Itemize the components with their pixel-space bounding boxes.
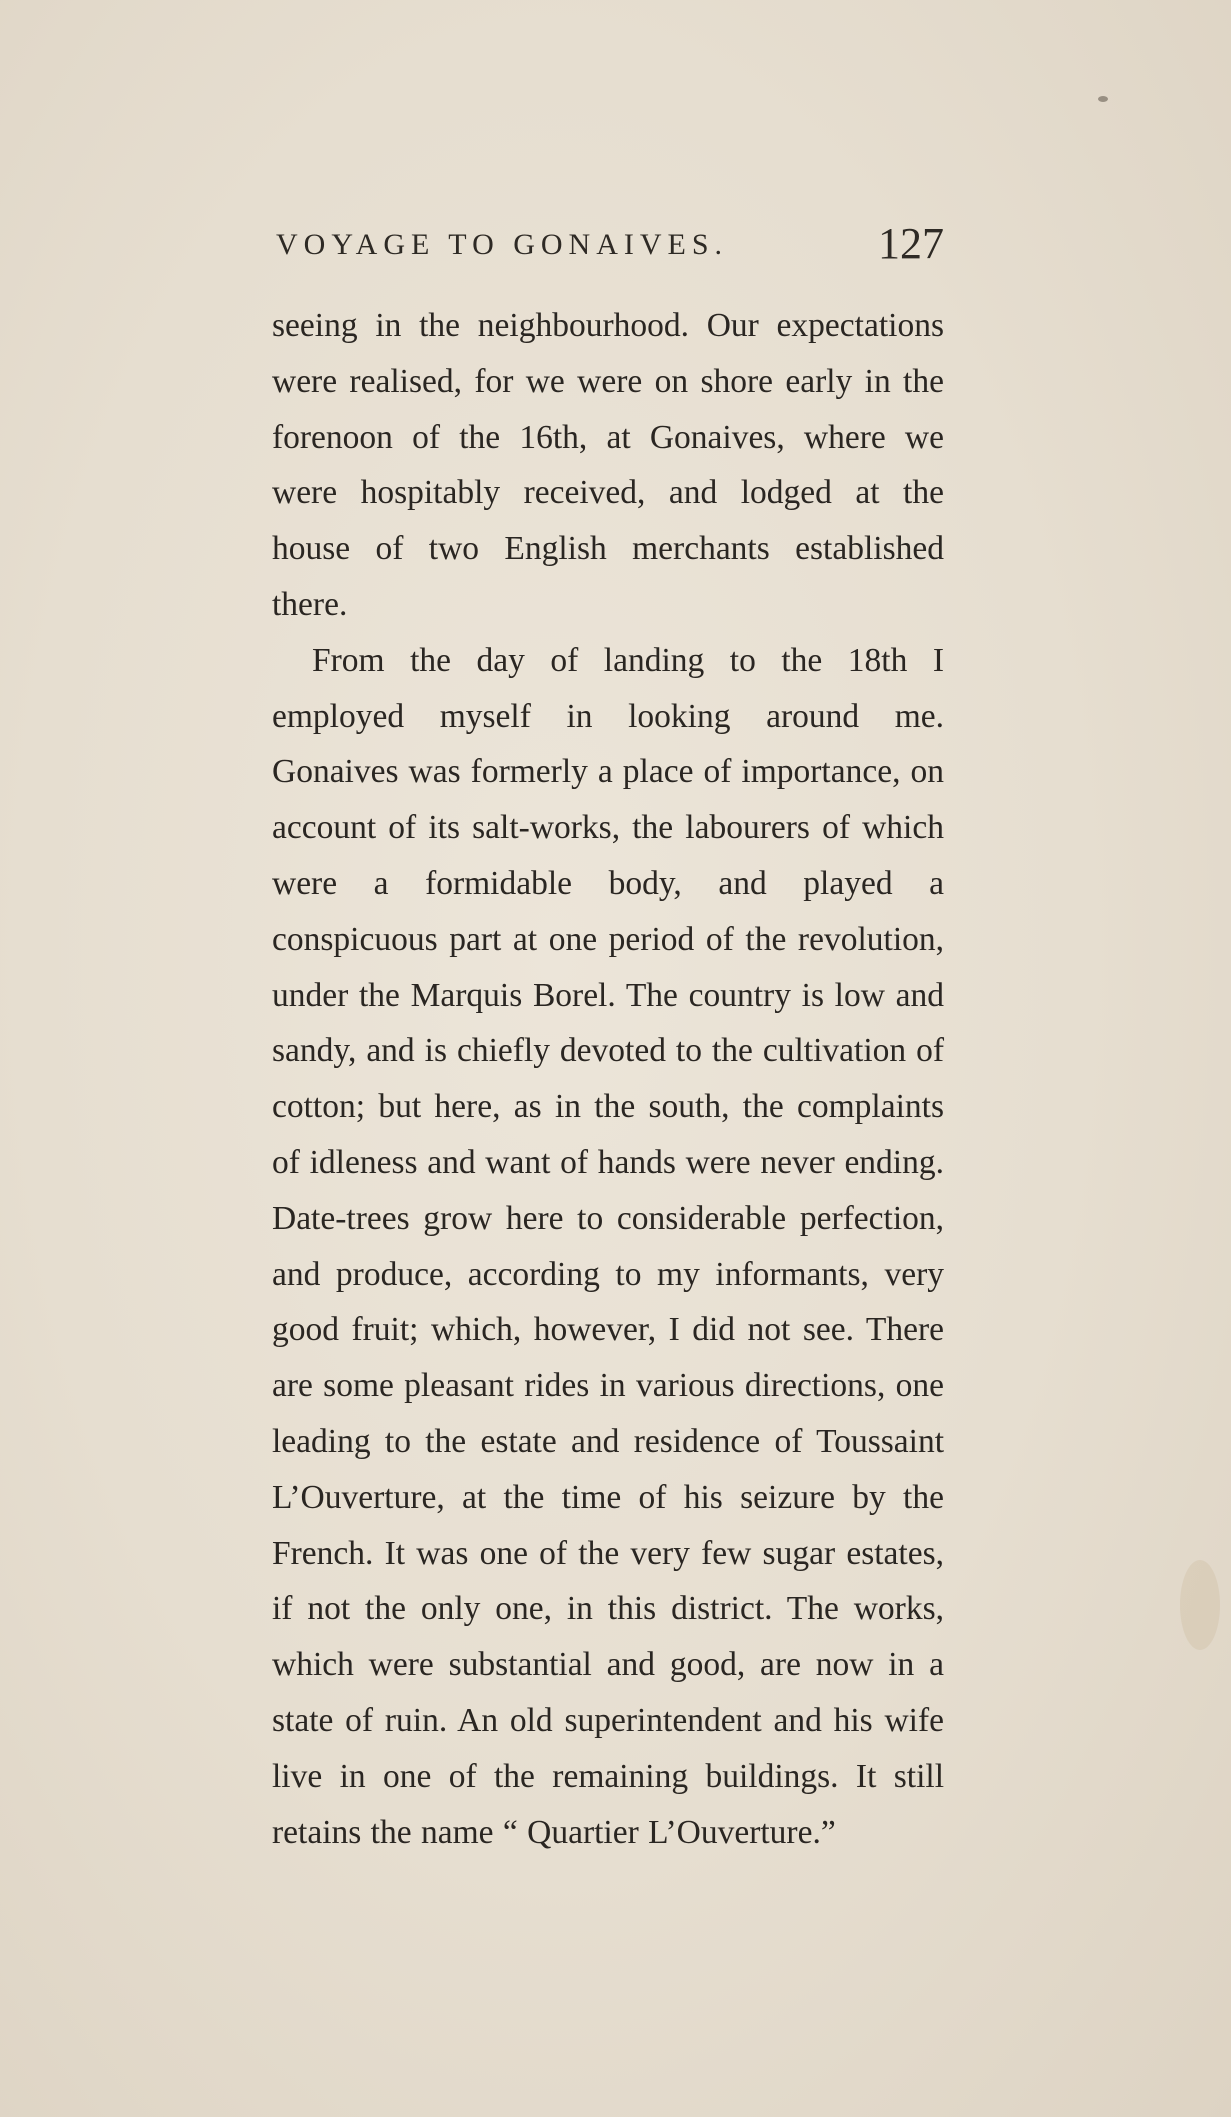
running-head: [272, 218, 944, 278]
page-number: 127: [878, 219, 944, 268]
body-text: [272, 298, 944, 1860]
running-title: VOYAGE TO GONAIVES.: [276, 228, 729, 261]
paragraph-gonaives: From the day of landing to the 18th I employed myself in looking around me. Gonaives was formerly a place of importance, on account of its salt-works, the labourers of which were a formidable body, and played a conspicuous part at one period of the revolution, under the Marquis Borel. The country is low and sandy, and is chiefly devoted to the cultivation of cotton; but here, as in the south, the complaints of idleness and want of hands were never ending. Date-trees grow here to considerable perfection, and produce, according to my informants, very good fruit; which, however, I did not see. There are some pleasant rides in various directions, one leading to the estate and residence of Toussaint L’Ouverture, at the time of his seizure by the French. It was one of the very few sugar estates, if not the only one, in this district. The works, which were substantial and good, are now in a state of ruin. An old superintendent and his wife live in one of the remaining buildings. It still retains the name “ Quartier L’Ouverture.”: [272, 641, 944, 1851]
paragraph-continued: seeing in the neighbourhood. Our expectations were realised, for we were on shore early in the forenoon of the 16th, at Gonaives, where we were hospitably received, and lodged at the house of two English merchants established there.: [272, 307, 944, 623]
paper-mark: [1098, 96, 1108, 102]
paper-stain: [1180, 1560, 1220, 1650]
